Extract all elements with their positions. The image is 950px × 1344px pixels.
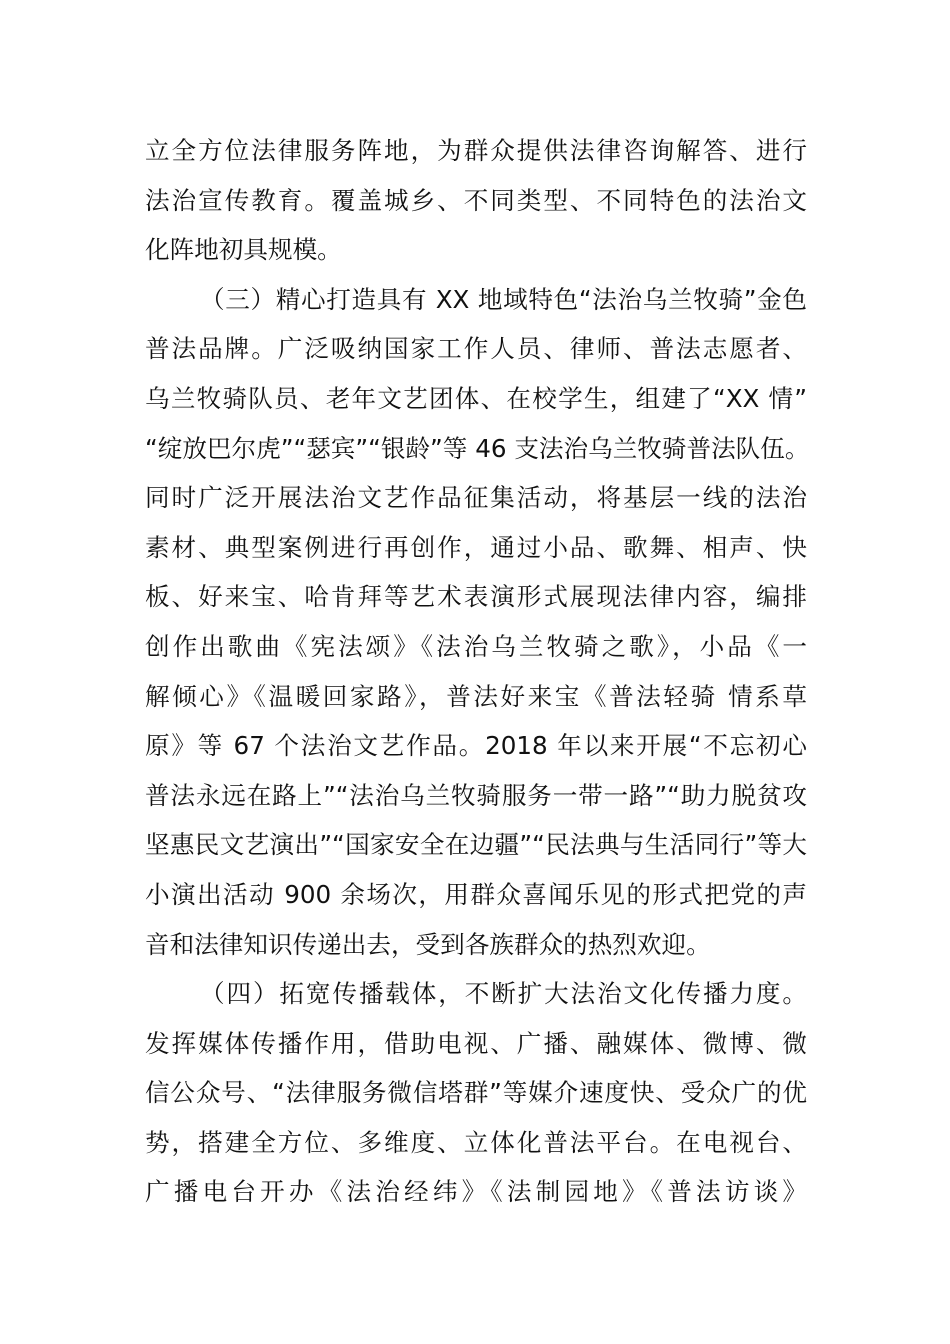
- text-line-3: 化阵地初具规模。: [145, 235, 342, 265]
- section-heading-three: （三）精心打造具有 XX 地域特色“法治乌兰牧骑”金色: [200, 284, 807, 314]
- text-line-22: 广播电台开办《法治经纬》《法制园地》《普法访谈》: [145, 1177, 807, 1207]
- text-line-12: 解倾心》《温暖回家路》，普法好来宝《普法轻骑 情系草: [145, 681, 807, 711]
- text-line-19: 发挥媒体传播作用，借助电视、广播、融媒体、微博、微: [145, 1028, 807, 1058]
- text-line-16: 小演出活动 900 余场次，用群众喜闻乐见的形式把党的声: [145, 879, 807, 909]
- text-line-11: 创作出歌曲《宪法颂》《法治乌兰牧骑之歌》，小品《一: [145, 631, 807, 661]
- text-line-13: 原》等 67 个法治文艺作品。2018 年以来开展“不忘初心: [145, 731, 807, 761]
- text-line-1: 立全方位法律服务阵地，为群众提供法律咨询解答、进行: [145, 136, 807, 165]
- text-line-14: 普法永远在路上”“法治乌兰牧骑服务一带一路”“助力脱贫攻: [145, 780, 807, 810]
- body-text: [145, 126, 810, 1217]
- text-line-8: 同时广泛开展法治文艺作品征集活动，将基层一线的法治: [145, 483, 807, 513]
- text-line-17: 音和法律知识传递出去，受到各族群众的热烈欢迎。: [145, 929, 711, 959]
- text-line-15: 坚惠民文艺演出”“国家安全在边疆”“民法典与生活同行”等大: [145, 830, 807, 860]
- text-line-2: 法治宣传教育。覆盖城乡、不同类型、不同特色的法治文: [145, 185, 807, 215]
- text-line-7: “绽放巴尔虎”“瑟宾”“银龄”等 46 支法治乌兰牧骑普法队伍。: [145, 433, 810, 463]
- text-line-6: 乌兰牧骑队员、老年文艺团体、在校学生，组建了“XX 情”: [145, 383, 807, 413]
- text-line-21: 势，搭建全方位、多维度、立体化普法平台。在电视台、: [145, 1127, 807, 1157]
- text-line-10: 板、好来宝、哈肯拜等艺术表演形式展现法律内容，编排: [145, 582, 807, 612]
- text-line-20: 信公众号、“法律服务微信塔群”等媒介速度快、受众广的优: [145, 1078, 807, 1108]
- text-line-9: 素材、典型案例进行再创作，通过小品、歌舞、相声、快: [145, 532, 807, 562]
- text-line-5: 普法品牌。广泛吸纳国家工作人员、律师、普法志愿者、: [145, 334, 807, 364]
- section-heading-four: （四）拓宽传播载体，不断扩大法治文化传播力度。: [200, 979, 807, 1009]
